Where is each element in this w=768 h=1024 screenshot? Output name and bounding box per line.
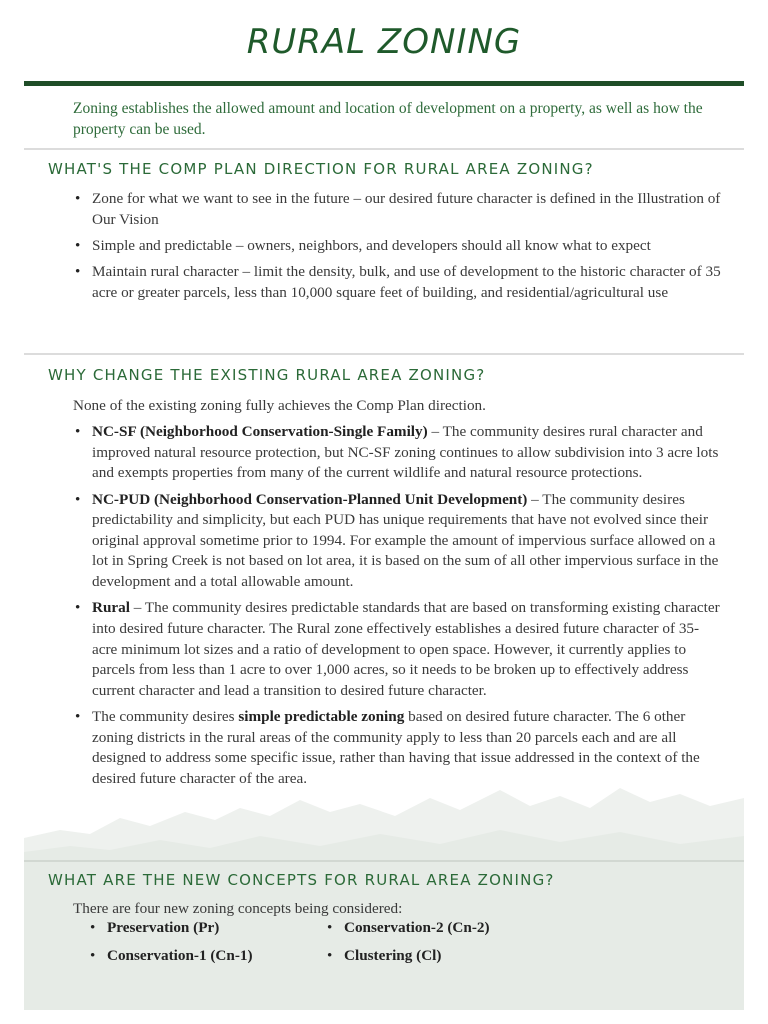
- title-divider: [24, 81, 744, 86]
- bullet-icon: •: [327, 919, 333, 936]
- comp-plan-bullet-list: [73, 189, 723, 309]
- concept-preservation: • Preservation (Pr): [90, 919, 220, 936]
- zone-name: Rural: [92, 599, 130, 617]
- why-change-intro: None of the existing zoning fully achieves the Comp Plan direction.: [73, 397, 486, 414]
- bullet-icon: •: [75, 236, 81, 254]
- bullet-icon: •: [75, 263, 81, 281]
- concept-conservation-1: • Conservation-1 (Cn-1): [90, 947, 253, 964]
- concept-conservation-2: • Conservation-2 (Cn-2): [327, 919, 490, 936]
- section-divider-1: [24, 148, 744, 150]
- bullet-icon: •: [75, 190, 81, 207]
- section-heading-comp-plan: WHAT'S THE COMP PLAN DIRECTION FOR RURAL AREA ZONING?: [48, 160, 594, 178]
- emphasis-text: simple predictable zoning: [238, 708, 405, 726]
- page-title: RURAL ZONING: [246, 22, 522, 62]
- bullet-icon: •: [75, 708, 81, 726]
- intro-paragraph: Zoning establishes the allowed amount and location of development on a property, as well as how the property can be used.: [73, 100, 703, 138]
- section-divider-3: [24, 860, 744, 862]
- concept-clustering: • Clustering (Cl): [327, 947, 442, 964]
- bullet-icon: •: [75, 423, 81, 440]
- section-heading-new-concepts: WHAT ARE THE NEW CONCEPTS FOR RURAL AREA ZONING?: [48, 871, 555, 889]
- list-item: • Simple and predictable – owners, neighbors, and developers should all know what to expect: [73, 236, 723, 257]
- new-concepts-intro: There are four new zoning concepts being considered:: [73, 900, 403, 917]
- bullet-icon: •: [75, 490, 81, 508]
- list-item: • NC-SF (Neighborhood Conservation-Single Family) – The community desires rural character and improved natural resource protection, but NC-SF zoning continues to allow subdivision into 3 acre lots and exempts properties from many of the current wildlife and natural resource protections.: [75, 423, 719, 482]
- list-item: • The community desires simple predictable zoning based on desired future character. The 6 other zoning districts in the rural areas of the community apply to less than 20 parcels each and are all designed to address some specific issue, rather than having that issue addressed in the context of the desired future character of the area.: [75, 708, 700, 787]
- bullet-icon: •: [75, 599, 81, 617]
- bullet-icon: •: [90, 947, 96, 964]
- list-item: • NC-PUD (Neighborhood Conservation-Planned Unit Development) – The community desires predictability and simplicity, but each PUD has unique requirements that have not evolved since their original approval sometime prior to 1994. For example the amount of impervious surface allowed on a lot in Spring Creek is not based on lot area, it is based on the sum of all other impervious surface in the development and a total allowable amount.: [75, 490, 719, 590]
- why-change-bullet-list: [73, 422, 723, 795]
- bullet-icon: •: [327, 947, 333, 964]
- list-item: • Rural – The community desires predictable standards that are based on transforming existing character into desired future character. The Rural zone effectively establishes a desired future character of 35-acre minimum lot sizes and a ratio of development to open space. However, it currently applies to parcels from less than 1 acre to over 1,000 acres, so it needs to be broken up to effectively address current character and lead a transition to desired future character.: [75, 599, 720, 699]
- zone-name: NC-SF (Neighborhood Conservation-Single Family): [92, 423, 428, 440]
- list-item: • Maintain rural character – limit the density, bulk, and use of development to the historic character of 35 acre or greater parcels, less than 10,000 square feet of building, and residential/agricultural use: [75, 263, 721, 301]
- zone-name: NC-PUD (Neighborhood Conservation-Planned Unit Development): [92, 490, 528, 508]
- section-divider-2: [24, 353, 744, 355]
- list-item: • Zone for what we want to see in the future – our desired future character is defined in the Illustration of Our Vision: [75, 190, 721, 228]
- bullet-icon: •: [90, 919, 96, 936]
- section-heading-why-change: WHY CHANGE THE EXISTING RURAL AREA ZONING?: [48, 366, 486, 384]
